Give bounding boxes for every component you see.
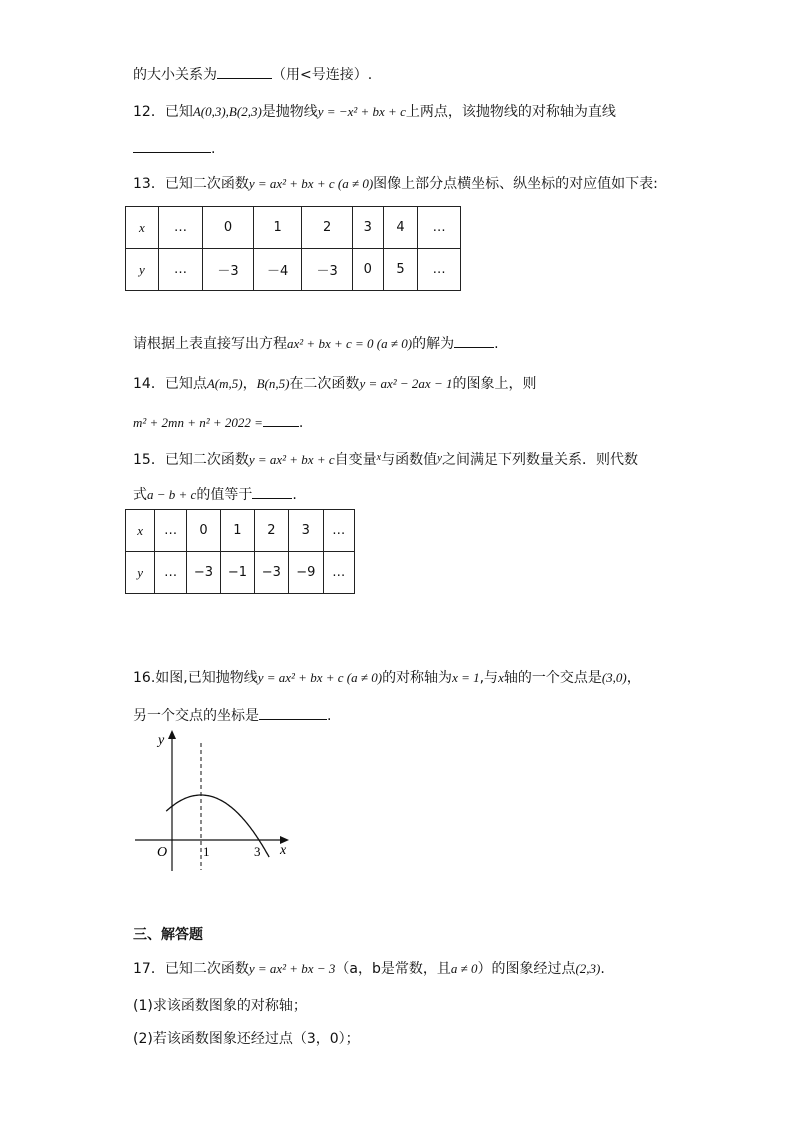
q15-y-cell: … [155, 552, 186, 594]
q15-line1 [133, 448, 638, 470]
q11-text: 的大小关系为 [133, 67, 217, 83]
q16-line2 [133, 705, 331, 726]
q17-line1 [133, 959, 605, 979]
q14-line1 [133, 374, 536, 394]
q15-y-cell: −3 [254, 552, 288, 594]
q13-y-cell: 5 [383, 249, 418, 291]
q15-x-cell: 3 [289, 510, 323, 552]
q13-y-cell: －3 [203, 249, 254, 291]
q14-number: 14．已知点 [133, 376, 207, 392]
q13-end: . [494, 336, 499, 352]
q14-end: . [298, 415, 304, 431]
q11-answer-blank[interactable] [217, 64, 272, 79]
q17-equation: y = ax² + bx − 3 [248, 961, 336, 976]
q17-sub1: (1)求该函数图象的对称轴； [133, 998, 307, 1014]
q14-point-a: A(m,5) [206, 376, 243, 391]
q14-answer-blank[interactable] [263, 412, 299, 427]
q13-y-header: y [126, 249, 159, 291]
y-axis-arrow [168, 730, 176, 739]
q13-number: 13．已知二次函数 [133, 176, 249, 192]
q14-expression: m² + 2mn + n² + 2022 = [133, 415, 263, 430]
q13-equation: y = ax² + bx + c (a ≠ 0) [248, 176, 374, 191]
q15-x-cell: 1 [221, 510, 254, 552]
q13-after-equation: ax² + bx + c = 0 (a ≠ 0) [287, 336, 413, 351]
q17-text-post: ）的图象经过点 [477, 961, 576, 977]
section-title: 三、解答题 [133, 927, 203, 943]
q15-text3: 之间满足下列数量关系．则代数 [441, 452, 638, 468]
q12-points: A(0,3),B(2,3) [192, 104, 262, 119]
q15-line2 [133, 484, 297, 505]
q15-answer-blank[interactable] [252, 484, 292, 499]
q16-line1 [133, 668, 641, 688]
q12-number: 12．已知 [133, 104, 193, 120]
q12-text: 是抛物线 [261, 104, 318, 120]
q11-text-end: （用<号连接）. [272, 67, 373, 83]
q15-text5: 的值等于 [196, 487, 253, 503]
q15-text4: 式 [133, 487, 147, 503]
q13-x-cell: 0 [203, 207, 254, 249]
q11-tail [133, 64, 372, 85]
q15-x-header: x [126, 510, 155, 552]
q16-text4: 另一个交点的坐标是 [133, 708, 259, 724]
q15-expression: a − b + c [147, 487, 197, 502]
q14-point-b: B(n,5) [256, 376, 290, 391]
q13-x-cell: … [418, 207, 461, 249]
q16-x-var: x [498, 670, 504, 685]
q16-comma: ， [626, 670, 641, 686]
q16-equation: y = ax² + bx + c (a ≠ 0) [257, 670, 383, 685]
q12-line2 [133, 138, 215, 159]
q15-x-cell: 2 [254, 510, 288, 552]
q15-y-cell: … [323, 552, 354, 594]
q14-text: 在二次函数 [289, 376, 360, 392]
q16-end: . [327, 708, 332, 724]
q15-y-var: y [437, 452, 442, 464]
origin-label: O [157, 845, 168, 860]
q15-y-cell: −9 [289, 552, 323, 594]
q13-y-cell: … [418, 249, 461, 291]
q16-text3: 轴的一个交点是 [503, 670, 602, 686]
q16-axis: x = 1 [452, 670, 480, 685]
q17-sub2: (2)若该函数图象还经过点（3，0）； [133, 1031, 360, 1047]
tick-1-label: 1 [203, 844, 210, 859]
q13-x-cell: … [158, 207, 203, 249]
q15-table [125, 509, 355, 594]
q13-x-cell: 4 [383, 207, 418, 249]
q16-number: 16.如图,已知抛物线 [133, 670, 258, 686]
q15-number: 15．已知二次函数 [133, 452, 249, 468]
q17-point: (2,3) [575, 961, 601, 976]
q13-y-cell: 0 [352, 249, 383, 291]
q15-x-cell: … [155, 510, 186, 552]
tick-3-label: 3 [254, 844, 261, 859]
q12-line1 [133, 102, 616, 122]
q13-after-text-post: 的解为 [412, 336, 455, 352]
q15-x-var: x [376, 452, 382, 463]
q12-answer-blank[interactable] [133, 138, 211, 153]
q15-text2: 与函数值 [381, 452, 438, 468]
q13-x-header: x [126, 207, 159, 249]
q13-x-cell: 1 [253, 207, 302, 249]
q15-y-cell: −1 [221, 552, 254, 594]
q14-sep: ， [242, 376, 257, 392]
q15-text1: 自变量 [334, 452, 377, 468]
q13-table [125, 206, 461, 291]
q13-y-cell: －3 [302, 249, 353, 291]
q12-equation: y = −x² + bx + c [317, 104, 406, 119]
q17-number: 17．已知二次函数 [133, 961, 249, 977]
q15-y-cell: −3 [186, 552, 220, 594]
q13-y-cell: … [158, 249, 203, 291]
q13-line2 [133, 333, 499, 354]
q15-equation: y = ax² + bx + c [248, 452, 335, 467]
q13-x-cell: 2 [302, 207, 353, 249]
q16-answer-blank[interactable] [259, 705, 327, 720]
q14-equation: y = ax² − 2ax − 1 [359, 376, 453, 391]
q13-y-cell: －4 [253, 249, 302, 291]
q15-y-header: y [126, 552, 155, 594]
y-axis-label: y [158, 733, 165, 748]
q14-line2 [133, 412, 303, 433]
q12-text-post: 上两点，该抛物线的对称轴为直线 [405, 104, 616, 120]
q17-condition: a ≠ 0 [450, 961, 478, 976]
q12-end: . [211, 141, 216, 157]
q15-x-cell: … [323, 510, 354, 552]
q13-line1 [133, 174, 658, 194]
q15-end: . [292, 487, 297, 503]
q17-text: （a，b是常数，且 [335, 961, 451, 977]
q13-x-cell: 3 [352, 207, 383, 249]
q13-answer-blank[interactable] [454, 333, 494, 348]
q16-point: (3,0) [601, 670, 627, 685]
q14-text-post: 的图象上，则 [452, 376, 537, 392]
q15-x-cell: 0 [186, 510, 220, 552]
x-axis-label: x [280, 843, 287, 858]
q16-text2: ,与 [479, 670, 499, 686]
q16-text: 的对称轴为 [382, 670, 453, 686]
q17-end: . [600, 961, 605, 977]
q13-text: 图像上部分点横坐标、纵坐标的对应值如下表: [373, 176, 658, 192]
q13-after-text: 请根据上表直接写出方程 [133, 336, 287, 352]
q16-parabola-graph [125, 725, 300, 875]
